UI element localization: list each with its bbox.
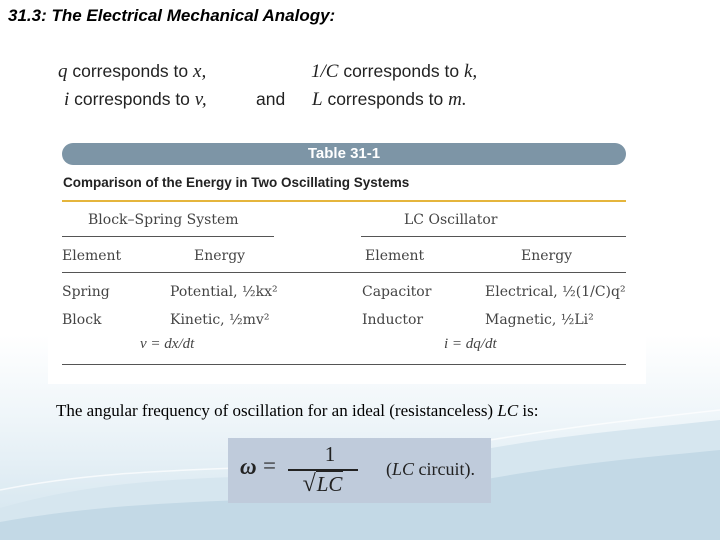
formula-numerator: 1: [324, 442, 336, 466]
left-system-rule: [62, 236, 274, 237]
formula-denominator: √LC: [302, 471, 343, 497]
table-row-2-left-energy: Kinetic, ½mv²: [170, 312, 270, 328]
left-relation: v = dx/dt: [140, 336, 195, 352]
table-row-1-right-element: Capacitor: [362, 284, 432, 300]
table-row-1-right-energy: Electrical, ½(1/C)q²: [485, 284, 626, 300]
right-energy-header: Energy: [521, 248, 573, 264]
left-energy-header: Energy: [194, 248, 246, 264]
table-row-2-right-element: Inductor: [362, 312, 424, 328]
and-word: and: [256, 89, 286, 109]
table-row-2-left-element: Block: [62, 312, 102, 328]
omega-symbol: ω: [240, 454, 257, 479]
header-rule: [62, 272, 626, 273]
left-element-header: Element: [62, 248, 122, 264]
i-correspondence: i corresponds to v,: [64, 89, 207, 110]
l-correspondence: L corresponds to m.: [312, 89, 467, 110]
energy-table: [48, 126, 646, 384]
right-element-header: Element: [365, 248, 425, 264]
right-system-heading: LC Oscillator: [404, 212, 498, 228]
table-row-2-right-energy: Magnetic, ½Li²: [485, 312, 594, 328]
table-subtitle: Comparison of the Energy in Two Oscillating Systems: [63, 175, 410, 190]
right-relation: i = dq/dt: [444, 336, 497, 352]
slide-title: 31.3: The Electrical Mechanical Analogy:: [8, 6, 336, 25]
left-system-heading: Block–Spring System: [88, 212, 239, 228]
equals-sign: =: [263, 453, 276, 478]
table-top-rule: [62, 200, 626, 202]
correspondence-panel: [48, 58, 523, 114]
invc-correspondence: 1/C corresponds to k,: [311, 61, 478, 82]
formula-note: (LC circuit).: [386, 459, 476, 479]
table-row-1-left-energy: Potential, ½kx²: [170, 284, 278, 300]
table-bottom-rule: [62, 364, 626, 365]
angular-frequency-formula: [228, 438, 491, 503]
table-title: Table 31-1: [62, 143, 626, 165]
q-correspondence: q corresponds to x,: [58, 61, 207, 82]
frequency-statement: The angular frequency of oscillation for an ideal (resistanceless) LC is:: [56, 401, 539, 420]
table-row-1-left-element: Spring: [62, 284, 110, 300]
sqrt-icon: √: [302, 471, 316, 497]
right-system-rule: [361, 236, 626, 237]
